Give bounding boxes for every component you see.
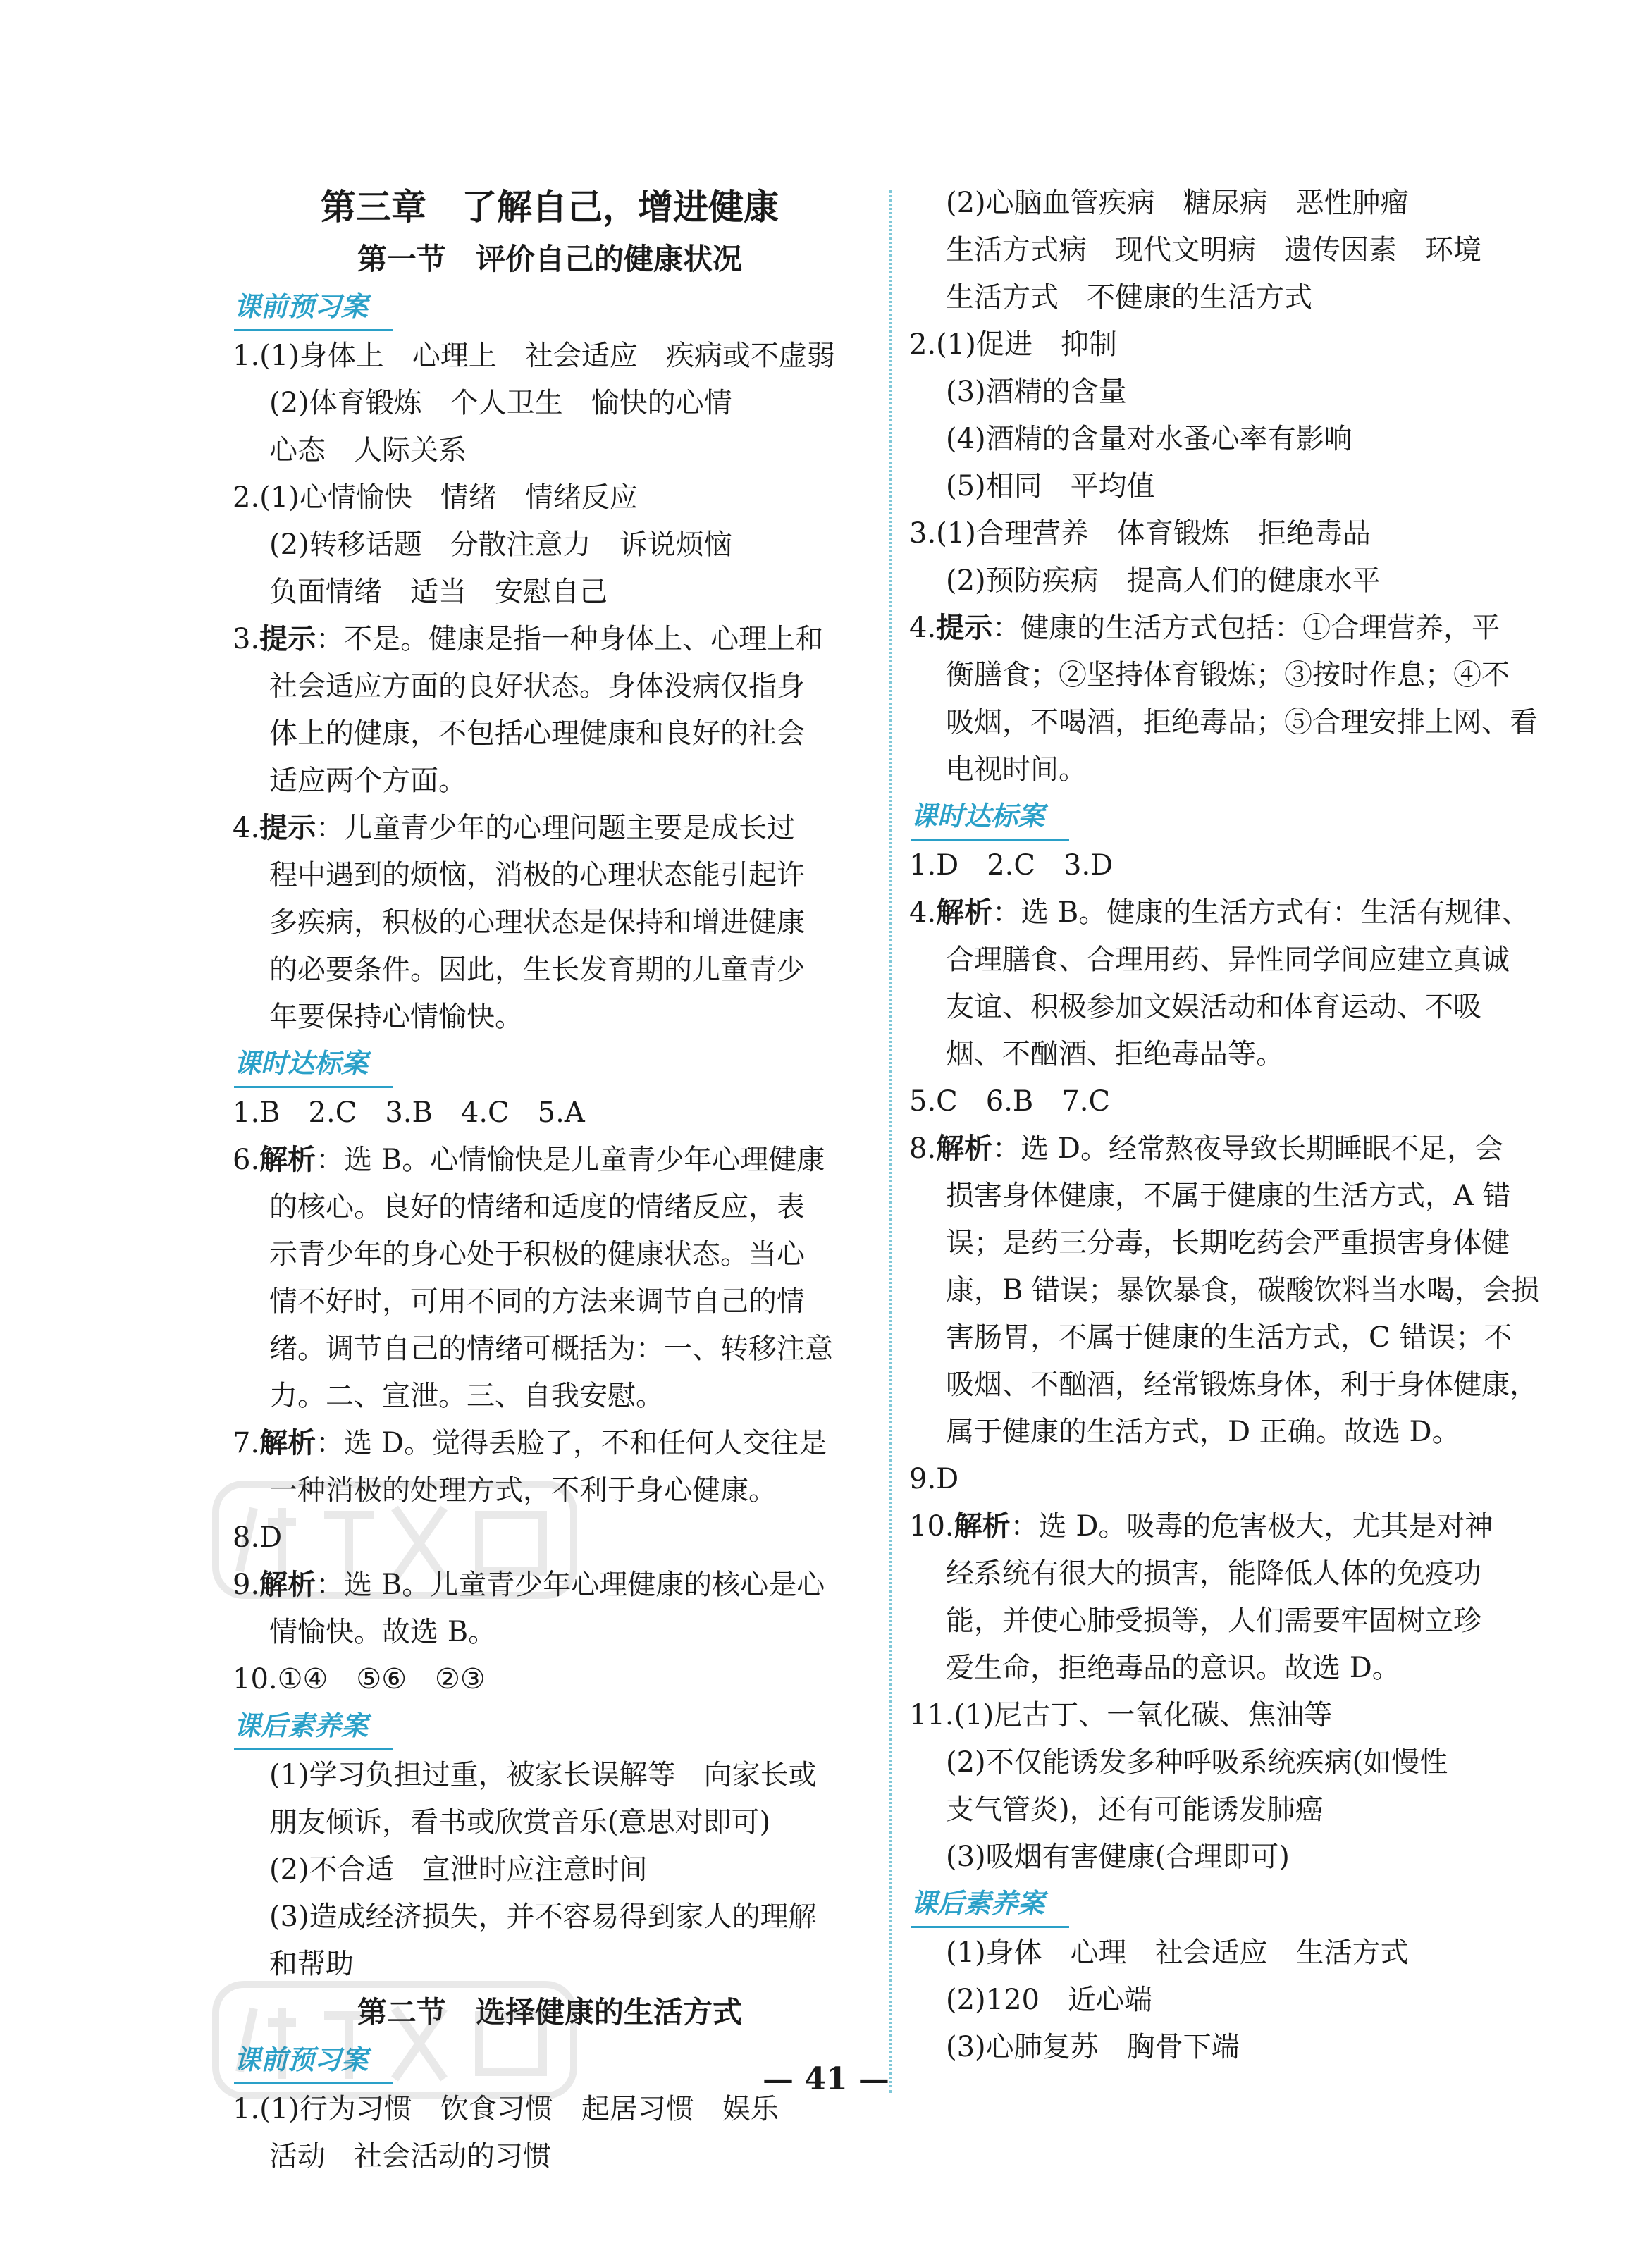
- keyword-label: 解析: [259, 1569, 316, 1601]
- answer-line: [233, 1137, 867, 1184]
- answer-line-continued: 负面情绪 适当 安慰自己: [269, 576, 608, 608]
- answer-line: 5.C 6.B 7.C: [909, 1085, 1111, 1118]
- chapter-title: 第三章 了解自己，增进健康: [321, 187, 779, 228]
- answer-line: 10.①④ ⑤⑥ ②③: [233, 1663, 486, 1695]
- item-number: 3.: [233, 623, 260, 655]
- keyword-label: 解析: [259, 1427, 316, 1459]
- answer-line-continued: 支气管炎)，还有可能诱发肺癌: [946, 1793, 1324, 1826]
- answer-line: 1.(1)身体上 心理上 社会适应 疾病或不虚弱: [233, 340, 835, 372]
- item-number: 9.: [233, 1569, 260, 1601]
- answer-line: 1.B 2.C 3.B 4.C 5.A: [233, 1096, 585, 1129]
- answer-line: [909, 1125, 1543, 1173]
- keyword-label: 提示: [936, 612, 993, 644]
- keyword-label: 解析: [259, 1144, 316, 1176]
- answer-line-continued: (5)相同 平均值: [946, 470, 1155, 502]
- keyword-label: 提示: [259, 812, 316, 844]
- answer-line-continued: (3)造成经济损失，并不容易得到家人的理解: [269, 1901, 817, 1933]
- answer-line-continued: 害肠胃，不属于健康的生活方式，C 错误；不: [946, 1321, 1512, 1354]
- answer-line-continued: (1)身体 心理 社会适应 生活方式: [946, 1936, 1409, 1969]
- answer-line: [909, 605, 1543, 652]
- subsection-label: 课后素养案: [911, 1881, 1069, 1928]
- answer-line: 1.(1)行为习惯 饮食习惯 起居习惯 娱乐: [233, 2093, 779, 2125]
- answer-line-continued: 适应两个方面。: [269, 765, 467, 797]
- item-number: 4.: [909, 612, 937, 644]
- answer-line-continued: (2)120 近心端: [946, 1984, 1153, 2016]
- answer-line: 8.D: [233, 1521, 283, 1554]
- answer-line-continued: 生活方式病 现代文明病 遗传因素 环境: [946, 234, 1481, 266]
- right-column: [909, 180, 1543, 2071]
- answer-line-continued: 衡膳食；②坚持体育锻炼；③按时作息；④不: [946, 659, 1510, 691]
- answer-text: ：选 D。觉得丢脸了，不和任何人交往是: [316, 1427, 827, 1459]
- answer-line-continued: (2)转移话题 分散注意力 诉说烦恼: [269, 529, 732, 561]
- answer-line-continued: (3)酒精的含量: [946, 376, 1127, 408]
- answer-line-continued: 经系统有很大的损害，能降低人体的免疫功: [946, 1557, 1481, 1590]
- answer-line-continued: (4)酒精的含量对水蚤心率有影响: [946, 423, 1352, 455]
- answer-line-continued: 示青少年的身心处于积极的健康状态。当心: [269, 1238, 805, 1271]
- answer-line-continued: 的核心。良好的情绪和适度的情绪反应，表: [269, 1191, 805, 1223]
- item-number: 10.: [909, 1510, 954, 1543]
- left-column: [233, 180, 867, 2180]
- answer-line-continued: (2)预防疾病 提高人们的健康水平: [946, 564, 1381, 597]
- answer-text: ：不是。健康是指一种身体上、心理上和: [316, 623, 824, 655]
- subsection-label: 课前预习案: [234, 284, 393, 331]
- answer-line-continued: 年要保持心情愉快。: [269, 1001, 523, 1033]
- answer-line-continued: 能，并使心肺受损等，人们需要牢固树立珍: [946, 1605, 1481, 1637]
- answer-line-continued: 吸烟、不酗酒，经常锻炼身体，利于身体健康，: [946, 1369, 1538, 1401]
- subsection-label: 课时达标案: [911, 793, 1069, 841]
- subsection-label: 课前预习案: [234, 2037, 393, 2084]
- item-number: 8.: [909, 1132, 937, 1165]
- answer-line-continued: 爱生命，拒绝毒品的意识。故选 D。: [946, 1652, 1400, 1684]
- answer-text: ：选 B。心情愉快是儿童青少年心理健康: [316, 1144, 825, 1176]
- answer-line-continued: 活动 社会活动的习惯: [269, 2140, 551, 2173]
- answer-line: 1.D 2.C 3.D: [909, 849, 1114, 882]
- answer-line-continued: 友谊、积极参加文娱活动和体育运动、不吸: [946, 991, 1481, 1023]
- answer-line-continued: 和帮助: [269, 1948, 354, 1980]
- answer-line-continued: 力。二、宣泄。三、自我安慰。: [269, 1380, 664, 1412]
- answer-line-continued: 社会适应方面的良好状态。身体没病仅指身: [269, 670, 805, 703]
- answer-line-continued: 吸烟，不喝酒，拒绝毒品；⑤合理安排上网、看: [946, 706, 1538, 739]
- answer-line: 2.(1)促进 抑制: [909, 328, 1117, 361]
- answer-line-continued: 的必要条件。因此，生长发育期的儿童青少: [269, 953, 805, 986]
- answer-line: 3.(1)合理营养 体育锻炼 拒绝毒品: [909, 517, 1371, 550]
- answer-text: ：选 D。经常熬夜导致长期睡眠不足，会: [992, 1132, 1503, 1165]
- answer-line-continued: 朋友倾诉，看书或欣赏音乐(意思对即可): [269, 1806, 771, 1839]
- answer-line-continued: 心态 人际关系: [269, 434, 467, 467]
- answer-line-continued: 一种消极的处理方式，不利于身心健康。: [269, 1474, 777, 1507]
- answer-line: 11.(1)尼古丁、一氧化碳、焦油等: [909, 1699, 1333, 1731]
- answer-text: ：选 B。健康的生活方式有：生活有规律、: [992, 896, 1530, 929]
- answer-line-continued: 生活方式 不健康的生活方式: [946, 281, 1312, 314]
- answer-line-continued: 电视时间。: [946, 753, 1087, 786]
- section-title: 第二节 选择健康的生活方式: [357, 1995, 742, 2030]
- answer-line-continued: 多疾病，积极的心理状态是保持和增进健康: [269, 906, 805, 939]
- answer-line-continued: 损害身体健康，不属于健康的生活方式，A 错: [946, 1180, 1511, 1212]
- answer-line: [909, 889, 1543, 937]
- item-number: 6.: [233, 1144, 260, 1176]
- answer-line: [233, 1420, 867, 1467]
- answer-line-continued: (2)不合适 宣泄时应注意时间: [269, 1853, 648, 1886]
- item-number: 7.: [233, 1427, 260, 1459]
- keyword-label: 解析: [954, 1510, 1011, 1543]
- answer-line-continued: (1)学习负担过重，被家长误解等 向家长或: [269, 1759, 817, 1791]
- answer-line-continued: (2)体育锻炼 个人卫生 愉快的心情: [269, 387, 732, 419]
- answer-line-continued: 情不好时，可用不同的方法来调节自己的情: [269, 1285, 805, 1318]
- answer-line-continued: 程中遇到的烦恼，消极的心理状态能引起许: [269, 859, 805, 891]
- answer-line-continued: 烟、不酗酒、拒绝毒品等。: [946, 1038, 1284, 1070]
- answer-line-continued: 情愉快。故选 B。: [269, 1616, 497, 1648]
- section-title: 第一节 评价自己的健康状况: [357, 242, 742, 276]
- answer-line-continued: 误；是药三分毒，长期吃药会严重损害身体健: [946, 1227, 1510, 1259]
- keyword-label: 解析: [936, 896, 993, 929]
- keyword-label: 提示: [259, 623, 316, 655]
- subsection-label: 课时达标案: [234, 1041, 393, 1088]
- answer-line: 2.(1)心情愉快 情绪 情绪反应: [233, 481, 638, 514]
- answer-text: ：选 B。儿童青少年心理健康的核心是心: [316, 1569, 825, 1601]
- answer-line-continued: (3)吸烟有害健康(合理即可): [946, 1841, 1290, 1873]
- column-divider: [889, 190, 892, 2093]
- answer-text: ：儿童青少年的心理问题主要是成长过: [316, 812, 796, 844]
- subsection-label: 课后素养案: [234, 1703, 393, 1750]
- answer-line: 9.D: [909, 1463, 959, 1495]
- answer-line: [233, 805, 867, 852]
- answer-line-continued: 合理膳食、合理用药、异性同学间应建立真诚: [946, 944, 1510, 976]
- page-number: — 41 —: [763, 2061, 889, 2097]
- answer-line-continued: (2)心脑血管疾病 糖尿病 恶性肿瘤: [946, 187, 1409, 219]
- answer-text: ：选 D。吸毒的危害极大，尤其是对神: [1010, 1510, 1493, 1543]
- answer-line-continued: 绪。调节自己的情绪可概括为：一、转移注意: [269, 1333, 833, 1365]
- answer-line-continued: (2)不仅能诱发多种呼吸系统疾病(如慢性: [946, 1746, 1448, 1779]
- item-number: 4.: [909, 896, 937, 929]
- answer-text: ：健康的生活方式包括：①合理营养，平: [992, 612, 1500, 644]
- answer-line-continued: 体上的健康，不包括心理健康和良好的社会: [269, 717, 805, 750]
- watermark-logo: [211, 1480, 578, 1600]
- page-number-value: 41: [804, 2061, 848, 2097]
- answer-line: [909, 1503, 1543, 1550]
- keyword-label: 解析: [936, 1132, 993, 1165]
- answer-line-continued: 康，B 错误；暴饮暴食，碳酸饮料当水喝，会损: [946, 1274, 1540, 1306]
- answer-line-continued: 属于健康的生活方式，D 正确。故选 D。: [946, 1416, 1460, 1448]
- item-number: 4.: [233, 812, 260, 844]
- answer-line-continued: (3)心肺复苏 胸骨下端: [946, 2031, 1240, 2063]
- answer-line: [233, 616, 867, 663]
